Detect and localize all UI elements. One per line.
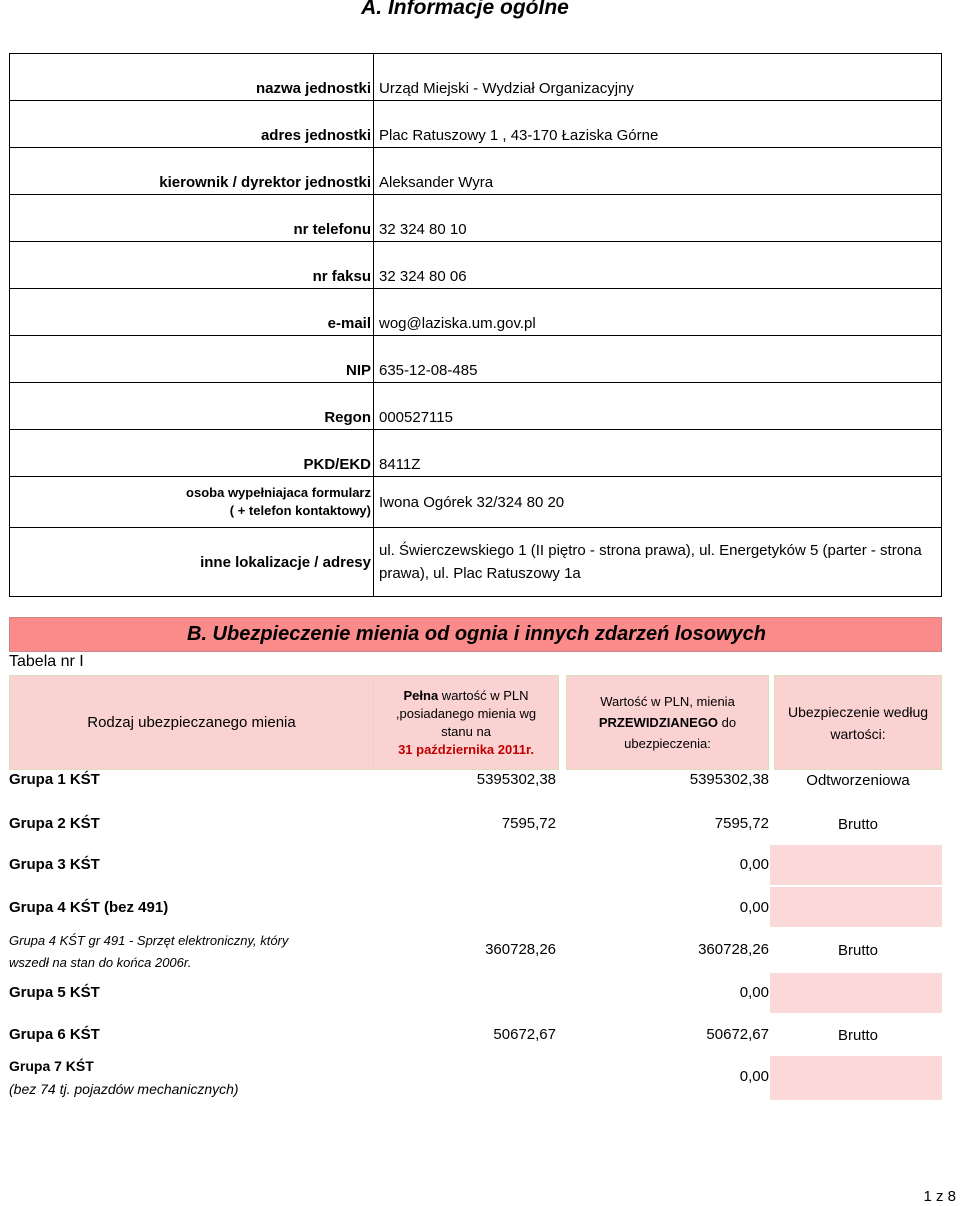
group-label: Grupa 1 KŚT xyxy=(9,771,100,788)
info-row-inne xyxy=(10,528,941,596)
info-label: e-mail xyxy=(10,289,374,335)
pelna-line1: Pełna wartość w PLN xyxy=(403,687,529,703)
wedlug-line1: Ubezpieczenie według xyxy=(787,703,929,720)
info-row-nip xyxy=(10,336,941,383)
group-type: Odtworzeniowa xyxy=(806,772,910,789)
info-value: 32 324 80 06 xyxy=(379,268,467,285)
info-label: NIP xyxy=(10,336,374,382)
col-header-wedlug xyxy=(774,675,942,770)
empty-type-cell xyxy=(770,973,942,1013)
empty-type-cell xyxy=(770,1056,942,1100)
group-value-przewidz: 7595,72 xyxy=(714,815,769,832)
info-value: 32 324 80 10 xyxy=(379,221,467,238)
osoba-label-line2: ( + telefon kontaktowy) xyxy=(229,503,371,518)
info-value: 000527115 xyxy=(379,409,453,426)
pelna-date: 31 października 2011r. xyxy=(398,741,534,757)
info-row-email xyxy=(10,289,941,336)
group-label: Grupa 6 KŚT xyxy=(9,1026,100,1043)
group-value-pelna: 5395302,38 xyxy=(476,771,556,788)
wedlug-line2: wartości: xyxy=(830,725,886,742)
group-value-przewidz: 0,00 xyxy=(739,1068,769,1085)
info-label: adres jednostki xyxy=(10,101,374,147)
group-label-line2: (bez 74 tj. pojazdów mechanicznych) xyxy=(9,1081,239,1097)
col-header-pelna xyxy=(373,675,559,770)
group-label: Grupa 3 KŚT xyxy=(9,856,100,873)
przew-line1: Wartość w PLN, mienia xyxy=(600,694,735,709)
osoba-value: Iwona Ogórek 32/324 80 20 xyxy=(379,493,565,511)
group-label-line1: Grupa 4 KŚT gr 491 - Sprzęt elektroniczny, który xyxy=(9,933,289,948)
info-label: Regon xyxy=(10,383,374,429)
group-value-pelna: 50672,67 xyxy=(493,1026,556,1043)
info-value: Urząd Miejski - Wydział Organizacyjny xyxy=(379,80,634,97)
info-row-kierownik xyxy=(10,148,941,195)
group-label: Grupa 2 KŚT xyxy=(9,815,100,832)
group-type: Brutto xyxy=(837,816,879,833)
group-value-przewidz: 0,00 xyxy=(739,856,769,873)
group-value-przewidz: 0,00 xyxy=(739,899,769,916)
osoba-label-line1: osoba wypełniajaca formularz xyxy=(186,485,371,500)
info-value: 8411Z xyxy=(379,456,421,473)
group-type: Brutto xyxy=(837,1027,879,1044)
group-value-przewidz: 5395302,38 xyxy=(689,771,769,788)
group-label-line2: wszedł na stan do końca 2006r. xyxy=(9,955,192,970)
info-row-faks xyxy=(10,242,941,289)
group-value-przewidz: 0,00 xyxy=(739,984,769,1001)
section-b-title: B. Ubezpieczenie mienia od ognia i innych zdarzeń losowych xyxy=(187,623,767,645)
pelna-line2: ,posiadanego mienia wg xyxy=(395,705,537,721)
group-value-przewidz: 360728,26 xyxy=(698,941,769,958)
pelna-line3: stanu na xyxy=(441,723,491,739)
col-header-rodzaj: Rodzaj ubezpieczanego mienia xyxy=(9,675,374,770)
section-a-title: A. Informacje ogólne xyxy=(361,0,569,19)
info-value: Aleksander Wyra xyxy=(379,174,494,191)
info-row-adres xyxy=(10,101,941,148)
info-value: wog@laziska.um.gov.pl xyxy=(379,315,536,332)
info-label: nr telefonu xyxy=(10,195,374,241)
info-table xyxy=(9,53,942,597)
info-label-osoba xyxy=(10,477,374,527)
info-row-regon xyxy=(10,383,941,430)
inne-label: inne lokalizacje / adresy xyxy=(10,528,374,596)
inne-value: ul. Świerczewskiego 1 (II piętro - strona prawa), ul. Energetyków 5 (parter - strona prawa), ul. Plac Ratuszowy 1a xyxy=(379,542,922,582)
info-label: PKD/EKD xyxy=(10,430,374,476)
empty-type-cell xyxy=(770,845,942,885)
info-label: kierownik / dyrektor jednostki xyxy=(10,148,374,194)
group-label-line1: Grupa 7 KŚT xyxy=(9,1058,94,1074)
section-b-header xyxy=(9,617,942,652)
info-row-telefon xyxy=(10,195,941,242)
info-label: nr faksu xyxy=(10,242,374,288)
empty-type-cell xyxy=(770,887,942,927)
page-number: 1 z 8 xyxy=(923,1188,956,1205)
info-value: Plac Ratuszowy 1 , 43-170 Łaziska Górne xyxy=(379,127,659,144)
group-label: Grupa 4 KŚT (bez 491) xyxy=(9,899,169,916)
info-row-nazwa xyxy=(10,54,941,101)
info-value: 635-12-08-485 xyxy=(379,362,478,379)
tabela-label: Tabela nr I xyxy=(9,653,84,670)
group-label: Grupa 5 KŚT xyxy=(9,984,100,1001)
przew-line2: PRZEWIDZIANEGO do xyxy=(598,715,737,730)
group-value-pelna: 360728,26 xyxy=(485,941,556,958)
info-row-pkd xyxy=(10,430,941,477)
info-row-osoba xyxy=(10,477,941,528)
przew-line3: ubezpieczenia: xyxy=(624,736,711,751)
col-header-przewidziane xyxy=(566,675,769,770)
group-value-pelna: 7595,72 xyxy=(501,815,556,832)
group-value-przewidz: 50672,67 xyxy=(706,1026,769,1043)
info-label: nazwa jednostki xyxy=(10,54,374,100)
group-type: Brutto xyxy=(837,942,879,959)
